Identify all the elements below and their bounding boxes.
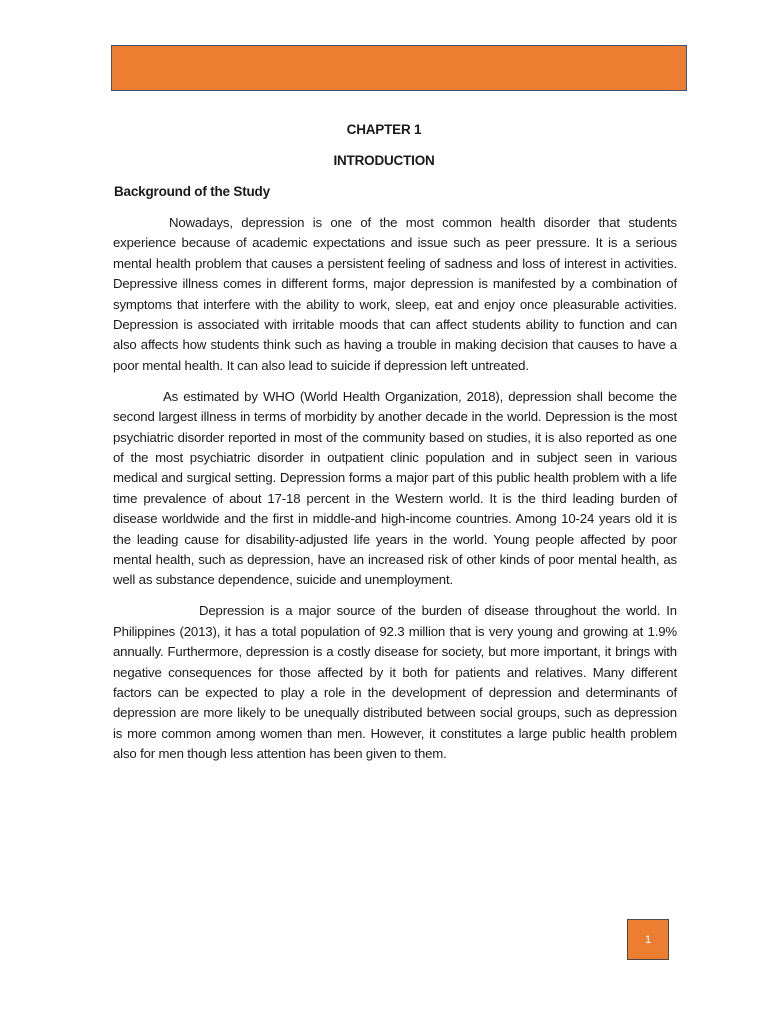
chapter-title: INTRODUCTION — [333, 153, 435, 168]
header-bar — [111, 45, 687, 91]
paragraph-1: Nowadays, depression is one of the most common health disorder that students experience because of academic expectations and issue such as peer pressure. It is a serious mental health problem that causes a persistent feeling of sadness and loss of interest in activities. Depressive illness comes in different forms, major depression is manifested by a combination of symptoms that interfere with the ability to work, sleep, eat and enjoy once pleasurable activities. Depression is associated with irritable moods that can affect students ability to function and can also affects how students think such as having a trouble in making decision that causes to have a poor mental health. It can also lead to suicide if depression left untreated. — [113, 215, 677, 373]
page-number: 1 — [644, 933, 652, 946]
page-number-box — [627, 919, 669, 960]
paragraph-3: Depression is a major source of the burden of disease throughout the world. In Philippines (2013), it has a total population of 92.3 million that is very young and growing at 1.9% annually. Furthermore, depression is a costly disease for society, but more important, it brings with negative consequences for those affected by it both for patients and relatives. Many different factors can be expected to play a role in the development of depression and determinants of depression are more likely to be unequally distributed between social groups, such as depression is more common among women than men. However, it constitutes a large public health problem also for men though less attention has been given to them. — [113, 603, 677, 762]
paragraph-2: As estimated by WHO (World Health Organization, 2018), depression shall become the second largest illness in terms of morbidity by another decade in the world. Depression is the most psychiatric disorder reported in most of the community based on studies, it is also reported as one of the most psychiatric disorder in outpatient clinic population and in subject seen in various medical and surgical setting. Depression forms a major part of this public health problem with a life time prevalence of about 17-18 percent in the Western world. It is the third leading burden of disease worldwide and the first in middle-and high-income countries. Among 10-24 years old it is the leading cause for disability-adjusted life years in the world. Young people affected by poor mental health, such as depression, have an increased risk of other kinds of poor mental health, as well as substance dependence, suicide and unemployment. — [113, 388, 677, 588]
section-heading: Background of the Study — [114, 184, 270, 199]
body-text — [113, 213, 677, 775]
chapter-label: CHAPTER 1 — [346, 122, 422, 137]
